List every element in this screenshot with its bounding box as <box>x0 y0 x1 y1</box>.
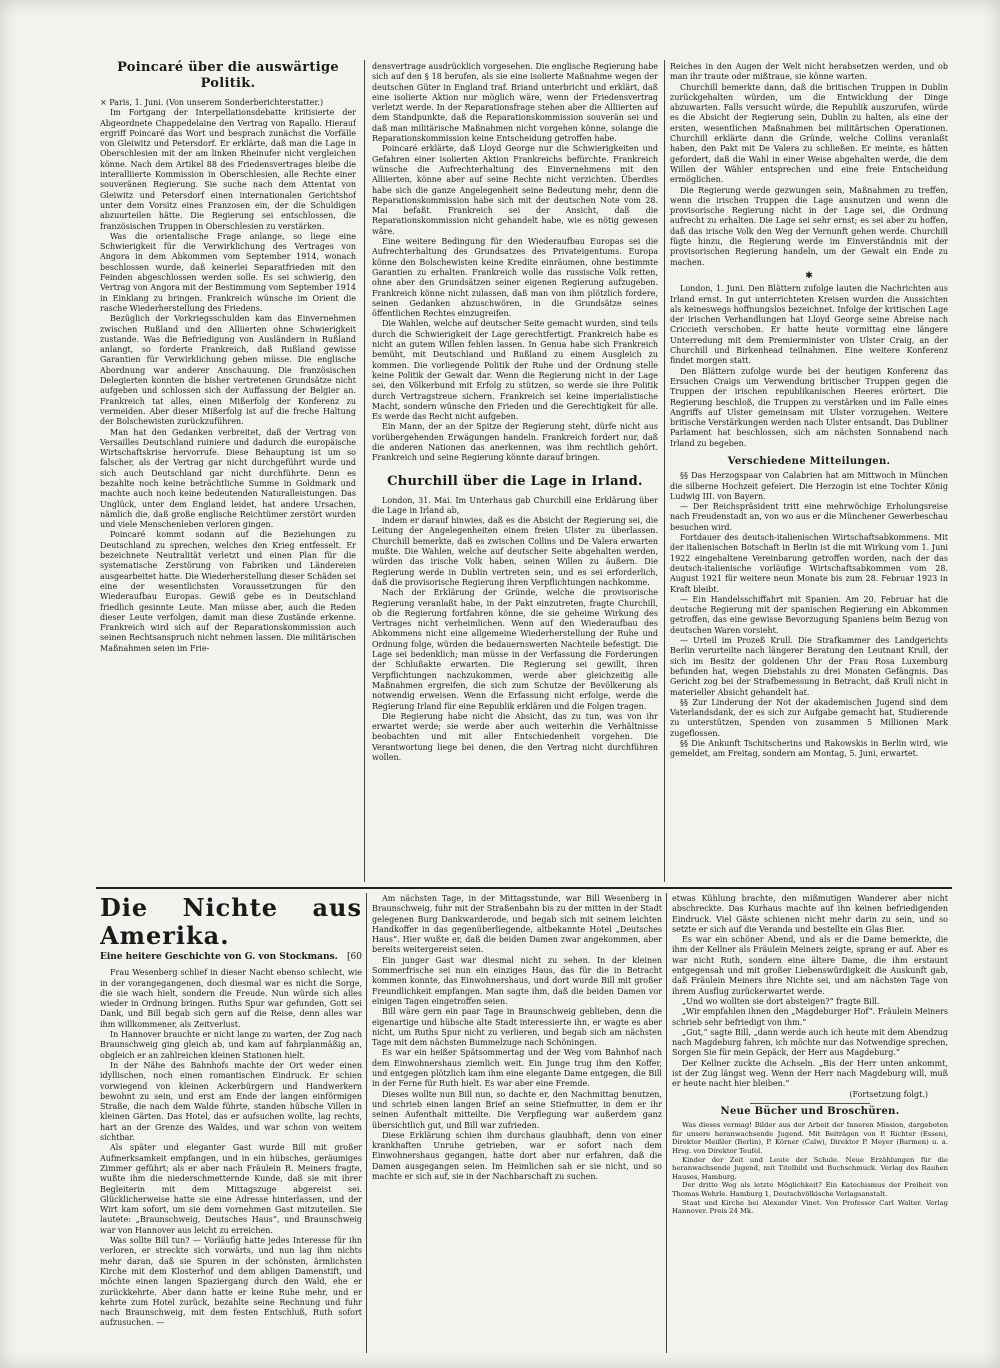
feuilleton-rule <box>96 887 952 889</box>
paragraph: Poincaré erklärte, daß Lloyd George nur die Schwierigkeiten und Gefahren einer isolierten Aktion Frankreichs befürchte. Frankreich wünsche die Aufrechterhaltung des Einvernehmens mit den Alliierten, könne aber auf seine Rechte nicht verzichten. Überdies habe sich die ganze Angelegenheit seine Bedeutung mehr, denn die Reparationskommission habe sich mit der deutschen Note vom 28. Mai befaßt. Frankreich sei der Ansicht, daß die Reparationskommission nicht gehandelt habe, wie es nötig gewesen wäre. <box>372 144 658 236</box>
paragraph: Den Blättern zufolge wurde bei der heutigen Konferenz das Ersuchen Craigs um Verwendung britischer Truppen gegen die Truppen der irischen republikanischen Heeres erörtert. Die Regierung beschloß, die Truppen zu verstärken und im Falle eines Angriffs auf Ulster gemeinsam mit Ulster vorzugehen. Weitere britische Verstärkungen werden nach Ulster entsandt. Das Dubliner Parlament hat beschlossen, sich am nächsten Sonnabend nach Irland zu begeben. <box>670 366 948 448</box>
book-entry: Was dieses vermag! Bilder aus der Arbeit der Inneren Mission, dargeboten für unsere heranwachsende Jugend. Mit Beiträgen von P. Richter (Essen), Direktor Meißler (Berlin), P. Körner (Calw), Direktor P. Meyer (Barmen) u. a. Hrsg. von Direktor Teufel. <box>672 1121 948 1156</box>
dateline: × Paris, 1. Juni. (Von unserem Sonderberichterstatter.) <box>100 98 324 107</box>
column-rule <box>666 893 667 1353</box>
paragraph: Man hat den Gedanken verbreitet, daß der Vertrag von Versailles Deutschland ruiniere und dadurch die europäische Wirtschaftskrise hervorrufe. Diese Behauptung ist um so falscher, als der Vertrag gar nicht durchgeführt wurde und sich auch Deutschland gar nicht durchführte. Denn es bezahlte noch keine beträchtliche Summe in Goldmark und machte auch noch keine bedeutenden Naturalleistungen. Das Unglück, unter dem England leidet, hat andere Ursachen, nämlich die, daß große englische Reichtümer zerstört wurden und viele Menschenleben verloren gingen. <box>100 427 356 530</box>
paragraph: Poincaré kommt sodann auf die Beziehungen zu Deutschland zu sprechen, welches den Krieg entfesselt. Er bezeichnete Neutralität verletzt und einen Plan für die systematische Zerstörung von Fabriken und Ländereien ausgearbeitet hatte. Die Wiederherstellung dieser Schäden sei eine der wesentlichsten Voraussetzungen für den Wiederaufbau Europas. Gewiß gebe es in Deutschland friedlich gesinnte Leute. Man müsse aber, auch die Reden dieser Leute verfolgen, damit man diese Zustände erkenne. Frankreich wird sich auf der Reparationskommission auch seinen Rechtsanspruch nicht nehmen lassen. Die militärischen Maßnahmen seien im Frie- <box>100 530 356 653</box>
paragraph: Reiches in den Augen der Welt nicht herabsetzen werden, und ob man ihr traute oder mißtraue, sie könne warten. <box>670 62 948 82</box>
paragraph: Am nächsten Tage, in der Mittagsstunde, war Bill Wesenberg in Braunschweig, fuhr mit der Straßenbahn bis zu der mitten in der Stadt gelegenen Burg Dankwarderode, und begab sich mit seinem leichten Handkoffer in das gegenüberliegende, altbekannte Hotel „Deutsches Haus“. Hier wußte er, daß die beiden Damen zwar angekommen, aber bereits weitergereist seien. <box>372 894 662 955</box>
continuation-note: (Fortsetzung folgt.) <box>849 1089 928 1099</box>
paragraph: Was sollte Bill tun? — Vorläufig hatte jedes Interesse für ihn verloren, er streckte sich vorwärts, und nun lag ihm nichts mehr daran, daß sie Spuren in der schönsten, ärmlichsten Kirche mit dem Klosterhof und dem abligen Damenstift, und möchte einen langen Spaziergang durch den Wald, ehe er zurückkehrte. Aber dann hatte er keine Ruhe mehr, und er kehrte zum Hotel zurück, bezahlte seine Rechnung und fuhr nach Braunschweig, mit dem festen Entschluß, Ruth sofort aufzusuchen. — <box>100 1236 362 1328</box>
column-ireland-misc <box>670 62 948 884</box>
paragraph: Die Regierung habe nicht die Absicht, das zu tun, was von ihr erwartet werde; sie werde aber auch weiterhin die Verhältnisse beobachten und mit aller Entschiedenheit vorgehen. Die Verantwortung liege bei denen, die den Vertrag nicht durchführen wollen. <box>372 711 658 762</box>
paragraph: §§ Die Ankunft Tschitscherins und Rakowskis in Berlin wird, wie gemeldet, am Freitag, sondern am Montag, 5. Juni, erwartet. <box>670 739 948 759</box>
paragraph: etwas Kühlung brachte, den mißmutigen Wanderer aber nicht abschreckte. Das Kurhaus machte auf ihn keinen befriedigenden Eindruck. Viel Gäste schienen nicht mehr darin zu sein, und so setzte er sich auf die Veranda und bestellte ein Glas Bier. <box>672 894 948 934</box>
paragraph: — Der Reichspräsident tritt eine mehrwöchige Erholungsreise nach Freudenstadt an, von wo aus er die Münchener Gewerbeschau besuchen wird. <box>670 502 948 532</box>
paragraph: densvertrage ausdrücklich vorgesehen. Die englische Regierung habe sich auf den § 18 berufen, als sie eine isolierte Maßnahme wegen der deutschen Güter in England traf. Briand unterbricht und erklärt, daß eine isolierte Aktion nur möglich wäre, wenn der Friedensvertrag verletzt werde. In der Reparationsfrage stehen aber die Alliierten auf dem Standpunkte, daß die Reparationskommission souverän sei und daß man militärische Maßnahmen nicht vorgehen könne, solange die Reparationskommission keine Entscheidung getroffen habe. <box>372 62 658 144</box>
paragraph: „Und wo wollten sie dort absteigen?“ fragte Bill. <box>682 996 880 1006</box>
paragraph: Nach der Erklärung der Gründe, welche die provisorische Regierung veranlaßt habe, in der Pakt einzutreten, fragte Churchill, ob die Regierung fortfahren könne, die sie geheime Wirkung des Vertrages nicht verheimlichen. Wenn auf den Wiederaufbau des Abkommens nicht eine allgemeine Wiederherstellung der Ruhe und Ordnung folge, würden die bedauernswerten Nachteile befestigt. Die Lage sei bedenklich; man müsse in der Verfassung die Forderungen der Schlußakte erwarten. Die Regierung sei gewillt, ihren Verpflichtungen nachzukommen, werde aber gleichzeitig alle Maßnahmen ergreifen, die sich zum Schutze der Bevölkerung als notwendig erweisen. Wenn die Erfassung nicht erfolge, werde die Regierung Irland für eine Republik erklären und die Folgen tragen. <box>372 588 658 711</box>
serial-number: [60 <box>347 952 362 962</box>
serial-column-c <box>672 894 948 1352</box>
column-rule <box>364 60 365 882</box>
paragraph: — Urteil im Prozeß Krull. Die Strafkammer des Landgerichts Berlin verurteilte nach längerer Beratung den Leutnant Krull, der sich im Besitz der goldenen Uhr der Frau Rosa Luxemburg befunden hat, wegen Diebstahls zu drei Monaten Gefängnis. Das Gericht zog bei der Strafbemessung in Betracht, daß Krull nicht in materieller Absicht gehandelt hat. <box>670 636 948 697</box>
paragraph: „Wir empfahlen ihnen den „Magdeburger Hof“. Fräulein Meiners schrieb sehr befriedigt von ihm.“ <box>672 1007 948 1027</box>
book-entry: Staat und Kirche bei Alexander Vinet. Von Professor Carl Walter. Verlag Hannover. Preis 24 Mk. <box>672 1198 948 1216</box>
headline-misc: Verschiedene Mitteilungen. <box>727 455 891 467</box>
paragraph: Eine weitere Bedingung für den Wiederaufbau Europas sei die Aufrechterhaltung des Grundsatzes des Privateigentums. Europa könne den Bolschewisten keine Kredite einräumen, ohne bestimmte Garantien zu erhalten. Frankreich wolle das russische Volk retten, ohne aber den Grundsätzen seiner eigenen Regierung aufzugeben. Frankreich könne nicht zulassen, daß man von ihm plötzlich fordere, seinen Gedanken abzuschwören, in die Grundsätze seines öffentlichen Rechtes einzugreifen. <box>372 237 658 319</box>
paragraph: Diese Erklärung schien ihm durchaus glaubhaft, denn von einer krankhaften Unruhe getrieben, war er sofort nach dem Einwohnershaus gegangen, hatte dort aber nur erfahren, daß die Damen ausgegangen seien. Im Heimlichen sah er sie nicht, und so machte er sich auf, sie in der Nachbarschaft zu suchen. <box>372 1130 662 1182</box>
paragraph: Frau Wesenberg schlief in dieser Nacht ebenso schlecht, wie in der vorangegangenen, doch diesmal war es nicht die Sorge, die sie wach hielt, sondern die Freude. Nun würde sich alles wieder in Ordnung bringen. Ruths Spur war gefunden, Gott sei Dank, und Bill begab sich gern auf die Reise, denn alles war ihm willkommener, als Zeitverlust. <box>100 968 362 1029</box>
paragraph: §§ Zur Linderung der Not der akademischen Jugend sind dem Vaterlandsdank, der es sich zur Aufgabe gemacht hat, Studierende zu unterstützen, Spenden von zusammen 5 Millionen Mark zugeflossen. <box>670 697 948 738</box>
book-entry: Kinder der Zeit und Leute der Schule. Neue Erzählungen für die heranwachsende Jugend, mit Titelbild und Buchschmuck. Verlag des Rauhen Hauses, Hamburg. <box>672 1155 948 1181</box>
paragraph: — Ein Handelsschiffahrt mit Spanien. Am 20. Februar hat die deutsche Regierung mit der spanischen Regierung ein Abkommen getroffen, das eine gewisse Bevorzugung Spaniens beim Bezug von deutschen Waren vorsieht. <box>670 594 948 635</box>
paragraph: Ein junger Gast war diesmal nicht zu sehen. In der kleinen Sommerfrische sei nun ein einziges Haus, das für die in Betracht kommen konnte, das Einwohnershaus, und dort wurde Bill mit großer Freundlichkeit empfangen. Man sagte ihm, daß die beiden Damen vor einigen Tagen eingetroffen seien. <box>372 955 662 1006</box>
paragraph: Fortdauer des deutsch-italienischen Wirtschaftsabkommens. Mit der italienischen Botschaft in Berlin ist die mit Wirkung vom 1. Juni 1922 eingehaltene Vereinbarung getroffen worden, nach der das deutsch-italienische vorläufige Wirtschaftsabkommen vom 28. August 1921 für weitere neun Monate bis zum 28. Februar 1923 in Kraft bleibt. <box>670 533 948 594</box>
serial-title: Die Nichte aus Amerika. <box>100 894 362 950</box>
paragraph: indem er darauf hinwies, daß es die Absicht der Regierung sei, die Leitung der Angelegenheiten einem freien Ulster zu überlassen. Churchill bemerkte, daß es zwischen Collins und De Valera erwarten mußte. Die Wahlen, welche auf deutscher Seite abgehalten werden, würden das irische Volk haben, seinen Willen zu äußern. Die Regierung werde in Dublin vertreten sein, und es sei erforderlich, daß die provisorische Regierung ihren Verpflichtungen nachkomme. <box>372 516 658 587</box>
book-entry: Der dritte Weg als letzte Möglichkeit? Ein Katechismus der Freiheit von Thomas Wehrle. Hamburg 1, Deutschvölkische Verlagsanstalt. <box>672 1181 948 1198</box>
paragraph: In der Nähe des Bahnhofs machte der Ort weder einen idyllischen, noch einen romantischen Eindruck. Er schien vorwiegend von kleinen Ackerbürgern und Handwerkern bewohnt zu sein, und erst am Ende der langen einförmigen Straße, die nach dem Walde führte, standen hübsche Villen in kleinen Gärten. Das Hotel, das er aufsuchen wollte, lag rechts, hart an der Grenze des Waldes, und war schon von weitem sichtbar. <box>100 1060 362 1143</box>
paragraph: Bezüglich der Vorkriegsschulden kam das Einvernehmen zwischen Rußland und den Alliierten ohne Schwierigkeit zustande. Was die Befriedigung von Ausländern in Rußland anlangt, so forderte Frankreich, daß Rußland gewisse Garantien für Verwirklichung geben müsse. Die englische Abordnung war anderer Anschauung. Die französischen Delegierten konnten die bisher vertretenen Grundsätze nicht aufgeben und schlossen sich der Auffassung der Belgier an. Frankreich tat alles, einen Mißerfolg der Konferenz zu vermeiden. Aber dieser Mißerfolg ist auf die freche Haltung der Bolschewisten zurückzuführen. <box>100 314 356 427</box>
column-rule <box>366 893 367 1353</box>
column-politics-cont <box>372 62 658 884</box>
paragraph: Der Kellner zuckte die Achseln. „Bis der Herr unten ankommt, ist der Zug längst weg. Wenn der Herr nach Magdeburg will, muß er heute nacht hier bleiben.“ <box>672 1058 948 1089</box>
paragraph: Im Fortgang der Interpellationsdebatte kritisierte der Abgeordnete Chappedelaine den Vertrag von Rapallo. Hierauf ergriff Poincaré das Wort und besprach zunächst die Vorfälle von Gleiwitz und Petersdorf. Er erklärte, daß man die Lage in Oberschlesien mit der am linken Rheinufer nicht vergleichen könne. Nach dem Artikel 88 des Friedensvertrages bleibe die interalliierte Kommission in Oberschlesien, alle Rechte einer souveränen Regierung. Sie suche nach dem Attentat von Gleiwitz und Petersdorf einen internationalen Gerichtshof unter dem Vorsitz eines Franzosen ein, der die Schuldigen abzuurteilen hätte. Die Regierung sei entschlossen, die französischen Truppen in Oberschlesien zu verstärken. <box>100 108 356 231</box>
books-rule <box>750 1103 870 1104</box>
column-rule <box>664 60 665 882</box>
serial-column-a <box>100 894 362 1352</box>
paragraph: London, 1. Juni. Den Blättern zufolge lauten die Nachrichten aus Irland ernst. In gut unterrichteten Kreisen wurden die Aussichten als keineswegs hoffnungslos bezeichnet. Infolge der kritischen Lage der irischen Verhandlungen hat Lloyd George seine Abreise nach Criccieth verschoben. Er hatte heute vormittag eine längere Unterredung mit dem Premierminister von Ulster Craig, an der Churchill und Birkenhead teilnahmen. Eine weitere Konferenz findet morgen statt. <box>670 284 948 366</box>
serial-subtitle <box>100 952 362 962</box>
dateline: London, 31. Mai. Im Unterhaus gab Churchill eine Erklärung über die Lage in Irland ab, <box>372 495 658 515</box>
paragraph: Als später und eleganter Gast wurde Bill mit großer Aufmerksamkeit empfangen, und in ein hübsches, geräumiges Zimmer geführt; als er aber nach Fräulein R. Meiners fragte, wußte ihm die niederschmetternde Kunde, daß sie mit ihrer Begleiterin mit dem Mittagszuge abgereist sei. Glücklicherweise hatte sie eine Adresse hinterlassen, und der Wirt kam sofort, um sie dem vornehmen Gast mitzuteilen. Sie lautete: „Braunschweig, Deutsches Haus“, und Braunschweig war von Hannover aus leicht zu erreichen. <box>100 1143 362 1235</box>
paragraph: Es war ein schöner Abend, und als er die Dame bemerkte, die ihm der Kellner als Fräulein Meiners zeigte, sprang er auf. Aber es war nicht Ruth, sondern eine ältere Dame, die ihm erstaunt entgegensah und mit großer Liebenswürdigkeit die Auskunft gab, daß Fräulein Meiners ihre Nichte sei, und am nächsten Tage von ihrem Ausflug zurückerwartet werde. <box>672 935 948 996</box>
paragraph: Churchill bemerkte dann, daß die britischen Truppen in Dublin zurückgehalten würden, um die Entwicklung der Dinge abzuwarten. Falls versucht würde, die Republik auszurufen, würde es die Absicht der Regierung sein, Dublin zu halten, als eine der ersten, wesentlichen Maßnahmen bei militärischen Operationen. Churchill erklärte dann die Gründe, welche Collins veranlaßt haben, den Pakt mit De Valera zu schließen. Er meinte, es hätten gefordert, daß die Wahl in einer Weise abgehalten werde, die dem Willen der Wähler entsprechen und eine freie Entscheidung ermöglichen. <box>670 82 948 185</box>
paragraph: „Gut,“ sagte Bill, „dann werde auch ich heute mit dem Abendzug nach Magdeburg fahren, ich möchte nur das Notwendige sprechen, Sorgen Sie für mein Gepäck, der Herr aus Magdeburg.“ <box>672 1027 948 1058</box>
paragraph: §§ Das Herzogspaar von Calabrien hat am Mittwoch in München die silberne Hochzeit gefeiert. Die Herzogin ist eine Tochter König Ludwig III. von Bayern. <box>670 471 948 501</box>
paragraph: In Hannover brauchte er nicht lange zu warten, der Zug nach Braunschweig ging gleich ab, und kam auf fahrplanmäßig an, obgleich er an zahlreichen kleinen Stationen hielt. <box>100 1030 362 1060</box>
column-poincare <box>100 58 356 884</box>
paragraph: Was die orientalische Frage anlange, so liege eine Schwierigkeit für die Verwirklichung des Vertrages von Angora in dem Abkommen vom September 1914, wonach beschlossen wurde, daß keinerlei Separatfrieden mit den Feinden abgeschlossen werden solle. Es sei schwierig, den Vertrag von Angora mit der Bestimmung vom September 1914 in Einklang zu bringen. Frankreich wünsche im Orient die rasche Wiederherstellung des Friedens. <box>100 231 356 313</box>
section-star: ✱ <box>805 270 813 281</box>
paragraph: Dieses wollte nun Bill nun, so dachte er, den Nachmittag benutzen, und schrieb einen langen Brief an seine Stiefmutter, in dem er ihr seinen Aufenthalt mitteilte. Die Verpflegung war außerdem ganz übersichtlich gut, und Bill war zufrieden. <box>372 1089 662 1130</box>
paragraph: Bill wäre gern ein paar Tage in Braunschweig geblieben, denn die eigenartige und hübsche alte Stadt interessierte ihn, er wagte es aber nicht, um Ruths Spur nicht zu verlieren, und begab sich am nächsten Tage mit dem nächsten Bummelzuge nach Schöningen. <box>372 1007 662 1048</box>
paragraph: Die Wahlen, welche auf deutscher Seite gemacht wurden, sind teils durch die Schwierigkeit der Lage gerechtfertigt. Frankreich habe es nicht an gutem Willen fehlen lassen. In Genua habe sich Frankreich bemüht, mit Deutschland und Rußland zu einem Ausgleich zu kommen. Die vorliegende Politik der Ruhe und der Ordnung stelle keine Politik der Gewalt dar. Wenn die Regierung nicht in der Lage sei, den Völkerbund mit Erfolg zu stützen, so werde sie ihre Politik durch Vertragstreue sichern. Frankreich sei keine imperialistische Macht, sondern wünsche den Frieden und die Gerechtigkeit für alle. Es werde das Recht nicht aufgeben. <box>372 319 658 422</box>
serial-column-b <box>372 894 662 1352</box>
headline-books: Neue Bücher und Broschüren. <box>720 1105 900 1117</box>
headline-churchill: Churchill über die Lage in Irland. <box>387 473 643 489</box>
paragraph: Die Regierung werde gezwungen sein, Maßnahmen zu treffen, wenn die irischen Truppen die Lage ausnutzen und wenn die provisorische Regierung nicht in der Lage sei, die Ordnung aufrecht zu erhalten. Die Lage sei sehr ernst; es sei aber zu hoffen, daß das irische Volk den Weg der Vernunft gehen werde. Churchill fügte hinzu, die Regierung werde im Einverständnis mit der provisorischen Regierung handeln, um der Gewalt ein Ende zu machen. <box>670 185 948 267</box>
paragraph: Ein Mann, der an der Spitze der Regierung steht, dürfe nicht aus vorübergehenden Erwägungen handeln. Frankreich fordert nur, daß die anderen Nationen das anerkennen, was ihm rechtlich gehört. Frankreich und seine Regierung könnte darauf bringen. <box>372 422 658 463</box>
serial-author: Eine heitere Geschichte von G. von Stockmans. <box>100 952 338 962</box>
paragraph: Es war ein heißer Spätsommertag und der Weg vom Bahnhof nach dem Einwohnershaus ziemlich weit. Ein Junge trug ihm den Koffer, und entgegen plötzlich kam ihm eine elegante Dame entgegen, die Bill in der Ferne für Ruth hielt. Es war aber eine Fremde. <box>372 1048 662 1089</box>
headline-poincare: Poincaré über die auswärtige Politik. <box>117 60 339 91</box>
